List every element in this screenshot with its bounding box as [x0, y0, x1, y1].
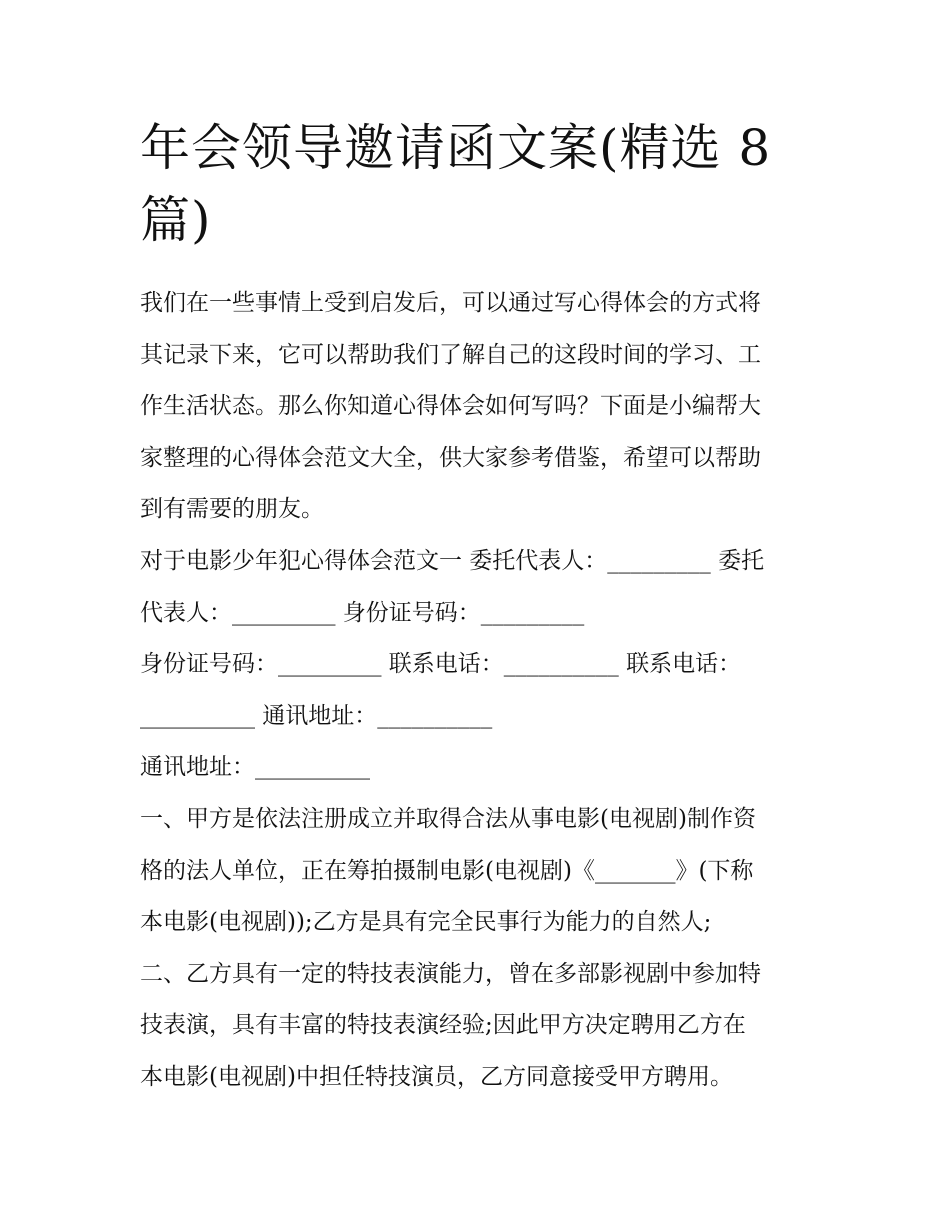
title-line-2: 篇) [140, 191, 212, 249]
body-line-10: 通讯地址：__________ [140, 754, 370, 781]
body-line-1: 我们在一些事情上受到启发后，可以通过写心得体会的方式将 [140, 290, 761, 316]
body-line-3: 作生活状态。那么你知道心得体会如何写吗？下面是小编帮大 [140, 393, 761, 420]
body-line-15: 技表演，具有丰富的特技表演经验;因此甲方决定聘用乙方在 [140, 1012, 746, 1039]
body-line-4: 家整理的心得体会范文大全，供大家参考借鉴，希望可以帮助 [140, 444, 761, 471]
body-line-8: 身份证号码：_________ 联系电话：__________ 联系电话： [140, 651, 742, 678]
body-line-12: 格的法人单位，正在筹拍摄制电影(电视剧)《_______》(下称 [140, 857, 754, 884]
body-line-13: 本电影(电视剧));乙方是具有完全民事行为能力的自然人; [140, 909, 712, 936]
body-line-5: 到有需要的朋友。 [140, 496, 324, 523]
title-line-1: 年会领导邀请函文案(精选 8 [140, 119, 772, 177]
body-line-11: 一、甲方是依法注册成立并取得合法从事电影(电视剧)制作资 [140, 805, 756, 832]
body-line-16: 本电影(电视剧)中担任特技演员，乙方同意接受甲方聘用。 [140, 1063, 733, 1090]
document-body [140, 278, 820, 1104]
body-line-2: 其记录下来，它可以帮助我们了解自己的这段时间的学习、工 [140, 341, 761, 368]
body-line-6: 对于电影少年犯心得体会范文一 委托代表人：_________ 委托 [140, 547, 765, 574]
body-line-14: 二、乙方具有一定的特技表演能力，曾在多部影视剧中参加特 [140, 960, 761, 987]
body-line-7: 代表人：_________ 身份证号码：_________ [140, 599, 585, 626]
body-line-9: __________ 通讯地址：__________ [140, 702, 493, 729]
document-title [140, 112, 800, 256]
